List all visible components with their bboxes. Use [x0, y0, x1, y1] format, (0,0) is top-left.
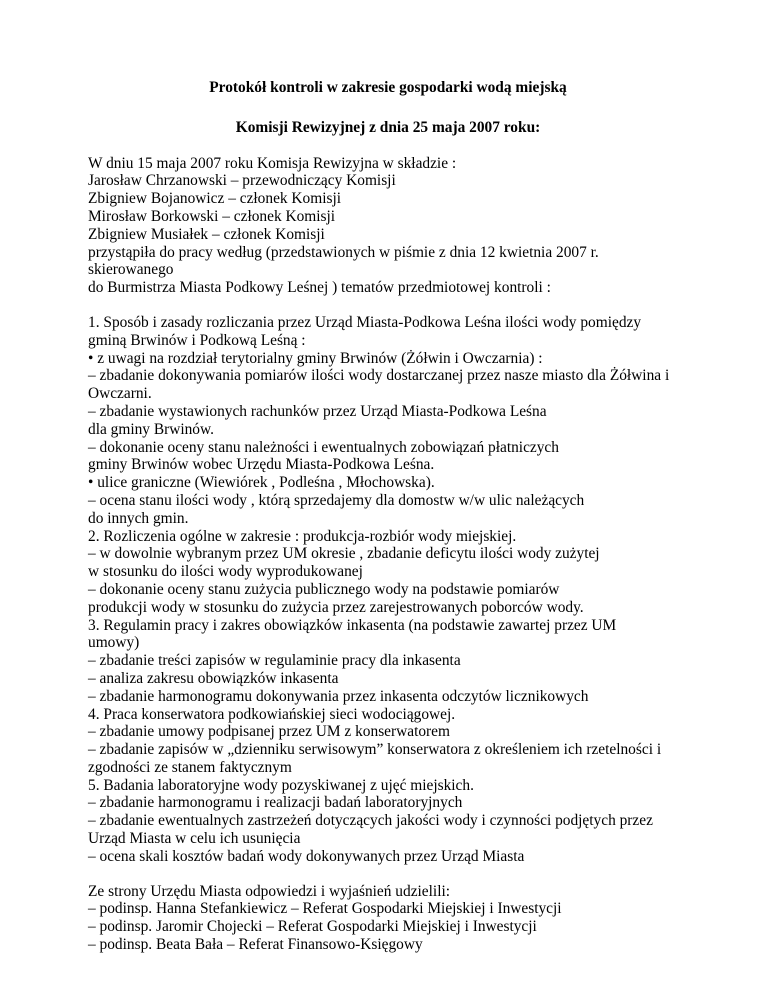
text-line: – ocena stanu ilości wody , którą sprzedajemy dla domostw w/w ulic należących: [88, 491, 585, 509]
document-page: [88, 79, 688, 971]
text-line: – zbadanie dokonywania pomiarów ilości wody dostarczanej przez nasze miasto dla Żółwina i: [88, 367, 670, 385]
text-line: – ocena skali kosztów badań wody dokonywanych przez Urząd Miasta: [88, 847, 525, 865]
text-line: Ze strony Urzędu Miasta odpowiedzi i wyjaśnień udzielili:: [88, 882, 451, 900]
text-line: 1. Sposób i zasady rozliczania przez Urząd Miasta-Podkowa Leśna ilości wody pomiędzy: [88, 313, 642, 331]
text-line: – podinsp. Jaromir Chojecki – Referat Gospodarki Miejskiej i Inwestycji: [88, 918, 537, 936]
text-line: – zbadanie ewentualnych zastrzeżeń dotyczących jakości wody i czynności podjętych przez: [88, 812, 653, 830]
text-line: 3. Regulamin pracy i zakres obowiązków inkasenta (na podstawie zawartej przez UM: [88, 616, 617, 634]
text-line: 5. Badania laboratoryjne wody pozyskiwanej z ujęć miejskich.: [88, 776, 474, 794]
text-line: do innych gmin.: [88, 509, 189, 527]
text-line: skierowanego: [88, 261, 174, 279]
text-line: gminą Brwinów i Podkową Leśną :: [88, 331, 306, 349]
text-line: W dniu 15 maja 2007 roku Komisja Rewizyjna w składzie :: [88, 154, 457, 172]
text-line: – zbadanie umowy podpisanej przez UM z konserwatorem: [88, 723, 450, 741]
text-line: – podinsp. Beata Bała – Referat Finansowo-Księgowy: [88, 936, 423, 954]
text-line: – zbadanie harmonogramu i realizacji badań laboratoryjnych: [88, 794, 463, 812]
text-line: Owczarni.: [88, 385, 152, 403]
text-line: w stosunku do ilości wody wyprodukowanej: [88, 563, 363, 581]
text-line: dla gminy Brwinów.: [88, 420, 214, 438]
document-title: Protokół kontroli w zakresie gospodarki wodą miejską: [209, 79, 567, 96]
text-line: – dokonanie oceny stanu zużycia publicznego wody na podstawie pomiarów: [88, 580, 560, 598]
text-line: – zbadanie treści zapisów w regulaminie pracy dla inkasenta: [88, 652, 461, 670]
text-line: przystąpiła do pracy według (przedstawionych w piśmie z dnia 12 kwietnia 2007 r.: [88, 243, 599, 261]
text-line: produkcji wody w stosunku do zużycia przez zarejestrowanych poborców wody.: [88, 598, 584, 616]
text-line: Urząd Miasta w celu ich usunięcia: [88, 830, 301, 848]
text-line: 2. Rozliczenia ogólne w zakresie : produkcja-rozbiór wody miejskiej.: [88, 527, 517, 545]
text-line: Mirosław Borkowski – członek Komisji: [88, 207, 336, 225]
text-line: – analiza zakresu obowiązków inkasenta: [88, 669, 339, 687]
text-line: do Burmistrza Miasta Podkowy Leśnej ) tematów przedmiotowej kontroli :: [88, 279, 551, 297]
text-line: – w dowolnie wybranym przez UM okresie , zbadanie deficytu ilości wody zużytej: [88, 545, 600, 563]
text-line: Jarosław Chrzanowski – przewodniczący Komisji: [88, 172, 396, 190]
text-line: – dokonanie oceny stanu należności i ewentualnych zobowiązań płatniczych: [88, 438, 559, 456]
topics-list: [88, 314, 688, 866]
intro-paragraph: [88, 155, 688, 297]
text-line: – zbadanie zapisów w „dzienniku serwisowym” konserwatora z określeniem ich rzetelności i: [88, 741, 662, 759]
text-line: umowy): [88, 634, 140, 652]
text-line: 4. Praca konserwatora podkowiańskiej sieci wodociągowej.: [88, 705, 456, 723]
text-line: – zbadanie harmonogramu dokonywania przez inkasenta odczytów licznikowych: [88, 687, 589, 705]
text-line: – zbadanie wystawionych rachunków przez Urząd Miasta-Podkowa Leśna: [88, 402, 547, 420]
document-subtitle: Komisji Rewizyjnej z dnia 25 maja 2007 roku:: [235, 118, 541, 136]
text-line: • ulice graniczne (Wiewiórek , Podleśna , Młochowska).: [88, 474, 435, 492]
text-line: • z uwagi na rozdział terytorialny gminy Brwinów (Żółwin i Owczarnia) :: [88, 349, 543, 367]
text-line: zgodności ze stanem faktycznym: [88, 758, 292, 776]
text-line: Zbigniew Bojanowicz – członek Komisji: [88, 190, 342, 208]
text-line: gminy Brwinów wobec Urzędu Miasta-Podkowa Leśna.: [88, 456, 435, 474]
text-line: – podinsp. Hanna Stefankiewicz – Referat Gospodarki Miejskiej i Inwestycji: [88, 900, 562, 918]
text-line: Zbigniew Musiałek – członek Komisji: [88, 225, 325, 243]
responders-paragraph: [88, 883, 688, 954]
